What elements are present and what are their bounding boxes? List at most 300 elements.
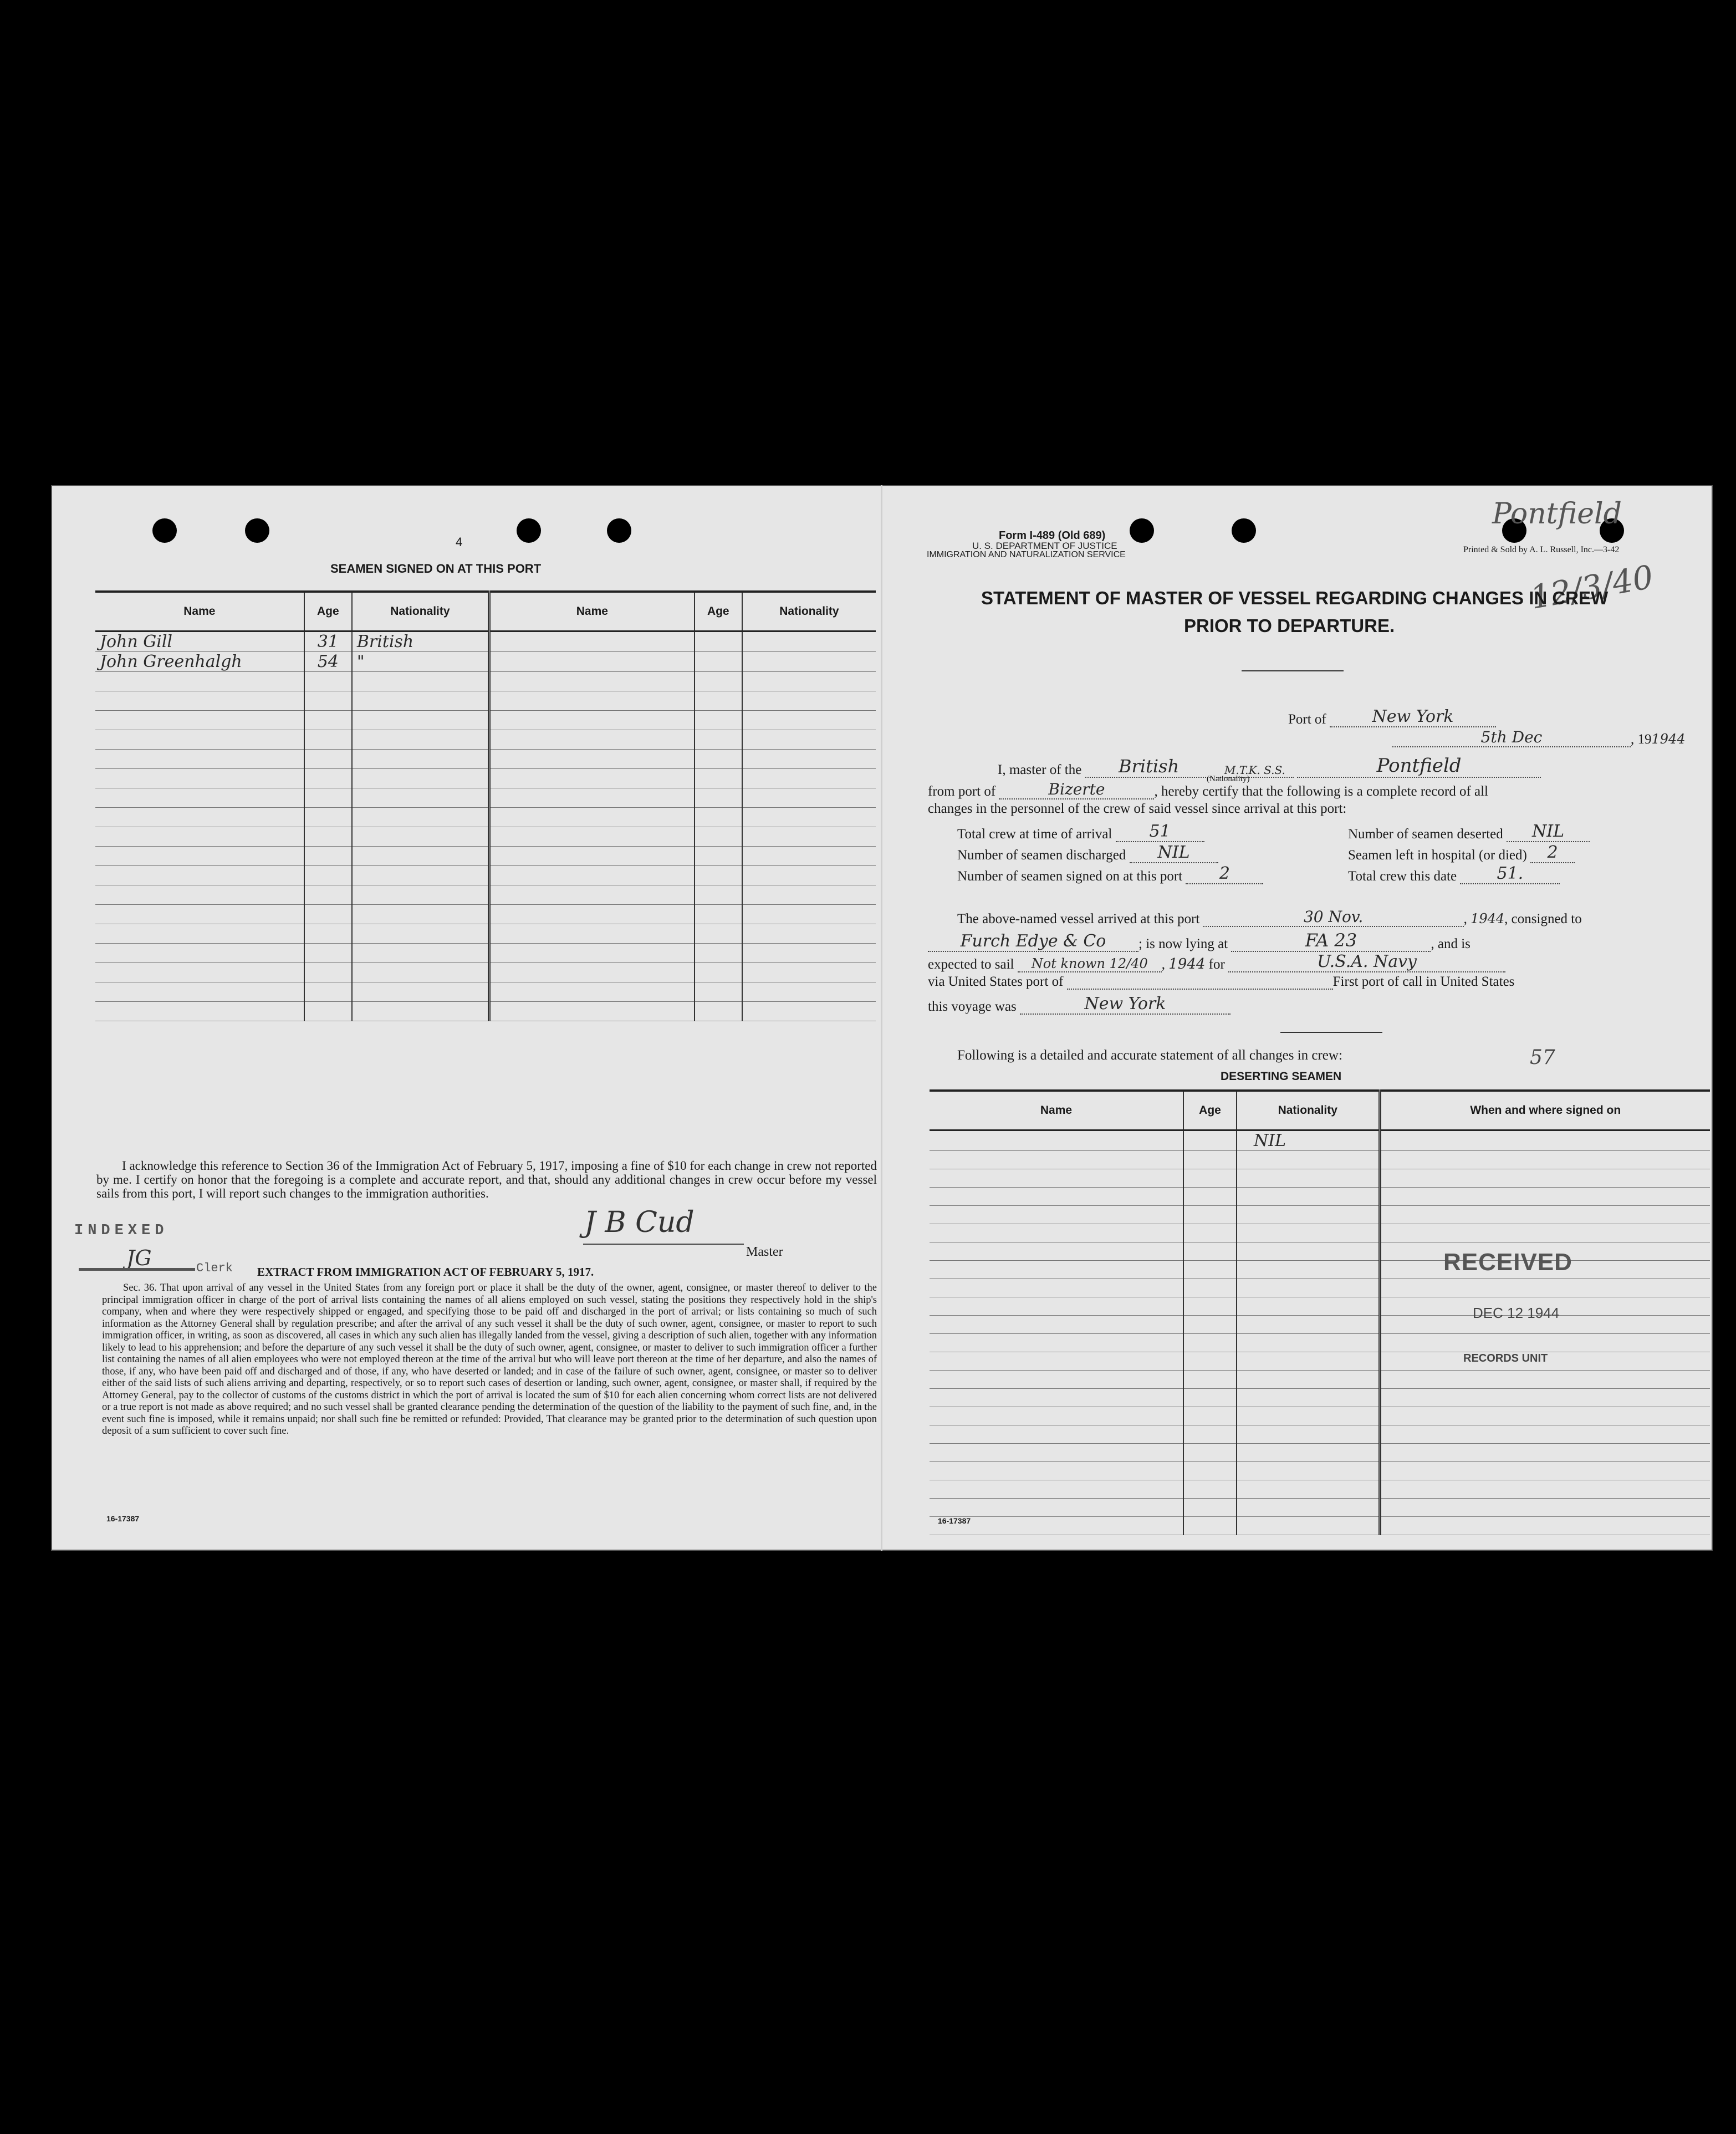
column-header-age: Age bbox=[304, 592, 352, 631]
cell-nationality bbox=[742, 711, 876, 730]
binder-hole bbox=[1130, 518, 1154, 543]
cell-nationality bbox=[1237, 1334, 1380, 1352]
cell-nationality bbox=[1237, 1425, 1380, 1444]
table-row bbox=[95, 808, 876, 827]
column-header-nationality: Nationality bbox=[1237, 1091, 1380, 1130]
binder-hole bbox=[245, 518, 269, 543]
vessel-type: M.T.K. S.S. bbox=[1216, 763, 1294, 778]
first-port-label: First port of call in United States bbox=[1332, 974, 1515, 989]
cell-age bbox=[304, 1002, 352, 1021]
cell-age bbox=[1183, 1297, 1237, 1316]
stat-value: NIL bbox=[1507, 822, 1590, 842]
table-row bbox=[930, 1371, 1710, 1389]
stat-label: Number of seamen discharged bbox=[957, 848, 1126, 863]
stat-deserted bbox=[1348, 822, 1590, 842]
cell-name bbox=[489, 944, 694, 963]
cell-name bbox=[489, 672, 694, 691]
cell-age bbox=[695, 788, 742, 808]
cell-age bbox=[304, 750, 352, 769]
cell-age bbox=[695, 652, 742, 672]
cell-nationality bbox=[742, 924, 876, 944]
this-voyage-label: this voyage was bbox=[928, 999, 1017, 1014]
changes-row: changes in the personnel of the crew of said vessel since arrival at this port: bbox=[928, 801, 1347, 816]
cell-name bbox=[489, 788, 694, 808]
cell-name bbox=[930, 1279, 1183, 1297]
cell-nationality bbox=[1237, 1188, 1380, 1206]
cell-name bbox=[930, 1169, 1183, 1188]
from-port-label: from port of bbox=[928, 784, 996, 799]
cell-nationality bbox=[1237, 1224, 1380, 1242]
cell-signed-on bbox=[1380, 1462, 1710, 1480]
cell-age bbox=[304, 847, 352, 866]
cell-nationality bbox=[1237, 1462, 1380, 1480]
binder-hole bbox=[517, 518, 541, 543]
date-row bbox=[1392, 728, 1686, 747]
cell-nationality bbox=[742, 866, 876, 885]
cell-nationality bbox=[742, 808, 876, 827]
table-row bbox=[95, 691, 876, 711]
cell-name bbox=[489, 1002, 694, 1021]
cell-name bbox=[95, 808, 304, 827]
cell-nationality bbox=[352, 808, 489, 827]
table-row bbox=[95, 982, 876, 1002]
cell-name: John Gill bbox=[95, 631, 304, 652]
table-row bbox=[95, 944, 876, 963]
cell-age bbox=[1183, 1462, 1237, 1480]
deserting-heading: DESERTING SEAMEN bbox=[1221, 1070, 1342, 1083]
cell-signed-on bbox=[1380, 1499, 1710, 1517]
column-header-name: Name bbox=[930, 1091, 1183, 1130]
stat-value: 2 bbox=[1530, 843, 1575, 863]
stat-value: 51 bbox=[1116, 822, 1204, 842]
cell-nationality bbox=[352, 1002, 489, 1021]
cell-nationality bbox=[352, 963, 489, 982]
cell-age bbox=[304, 905, 352, 924]
table-row bbox=[95, 924, 876, 944]
cell-age bbox=[1183, 1261, 1237, 1279]
nationality-value: British bbox=[1085, 756, 1213, 778]
cell-nationality bbox=[1237, 1151, 1380, 1169]
cell-nationality bbox=[742, 847, 876, 866]
cell-nationality bbox=[352, 769, 489, 788]
corner-note-date: 12/3/40 bbox=[1527, 558, 1656, 617]
cell-name bbox=[489, 631, 694, 652]
cell-age bbox=[695, 769, 742, 788]
stat-label: Total crew this date bbox=[1348, 869, 1457, 884]
date-value: 5th Dec bbox=[1392, 728, 1631, 747]
year-value: 1944 bbox=[1651, 731, 1686, 747]
cell-name bbox=[95, 827, 304, 847]
cell-age bbox=[1183, 1407, 1237, 1425]
cell-name bbox=[95, 944, 304, 963]
following-text: Following is a detailed and accurate statement of all changes in crew: bbox=[957, 1048, 1342, 1063]
department-name: U. S. DEPARTMENT OF JUSTICE bbox=[972, 541, 1117, 551]
master-of-row bbox=[998, 755, 1541, 778]
from-port-row bbox=[928, 780, 1488, 799]
table-row bbox=[95, 672, 876, 691]
table-row bbox=[95, 750, 876, 769]
cell-name bbox=[489, 769, 694, 788]
cell-name bbox=[930, 1334, 1183, 1352]
cell-age bbox=[304, 885, 352, 905]
cell-nationality bbox=[742, 750, 876, 769]
expected-label: expected to sail bbox=[928, 957, 1014, 972]
clerk-initials: JG bbox=[126, 1246, 152, 1270]
column-header-name: Name bbox=[95, 592, 304, 631]
table-row bbox=[930, 1297, 1710, 1316]
master-signature: J B Cud bbox=[584, 1206, 695, 1239]
cell-age bbox=[695, 905, 742, 924]
cell-age bbox=[304, 788, 352, 808]
master-label: Master bbox=[746, 1245, 783, 1259]
cell-name bbox=[95, 905, 304, 924]
master-of-label: I, master of the bbox=[998, 762, 1082, 777]
cell-name bbox=[930, 1316, 1183, 1334]
cell-age bbox=[695, 847, 742, 866]
cell-nationality bbox=[352, 982, 489, 1002]
cell-nationality bbox=[352, 866, 489, 885]
cell-nationality bbox=[1237, 1242, 1380, 1261]
cell-nationality bbox=[742, 963, 876, 982]
binder-hole bbox=[607, 518, 631, 543]
cell-age bbox=[695, 691, 742, 711]
cell-nationality bbox=[1237, 1517, 1380, 1535]
cell-signed-on bbox=[1380, 1130, 1710, 1151]
cell-nationality bbox=[352, 788, 489, 808]
cell-name bbox=[95, 982, 304, 1002]
master-signature-line bbox=[583, 1244, 744, 1245]
cell-name bbox=[95, 866, 304, 885]
cell-nationality bbox=[352, 691, 489, 711]
cell-signed-on bbox=[1380, 1371, 1710, 1389]
cell-name bbox=[489, 847, 694, 866]
cell-age bbox=[304, 924, 352, 944]
stat-value: 51. bbox=[1460, 864, 1560, 884]
stat-label: Seamen left in hospital (or died) bbox=[1348, 848, 1527, 863]
cell-age bbox=[304, 944, 352, 963]
cell-name bbox=[95, 711, 304, 730]
cell-name bbox=[489, 866, 694, 885]
lying-value: FA 23 bbox=[1231, 930, 1431, 952]
via-label: via United States port of bbox=[928, 974, 1064, 989]
table-row bbox=[930, 1151, 1710, 1169]
right-footer-code: 16-17387 bbox=[938, 1516, 971, 1525]
cell-name bbox=[930, 1407, 1183, 1425]
cell-age bbox=[304, 963, 352, 982]
cell-nationality: NIL bbox=[1237, 1130, 1380, 1151]
cell-age bbox=[1183, 1334, 1237, 1352]
stat-label: Total crew at time of arrival bbox=[957, 827, 1112, 842]
arrived-year: 1944 bbox=[1471, 911, 1505, 926]
cell-name bbox=[930, 1425, 1183, 1444]
cell-nationality bbox=[1237, 1444, 1380, 1462]
column-header-signed-on: When and where signed on bbox=[1380, 1091, 1710, 1130]
cell-nationality bbox=[742, 652, 876, 672]
cell-signed-on bbox=[1380, 1517, 1710, 1535]
cell-nationality: " bbox=[352, 652, 489, 672]
cell-name bbox=[95, 924, 304, 944]
cell-age bbox=[695, 944, 742, 963]
cell-age bbox=[1183, 1389, 1237, 1407]
indexed-stamp: INDEXED bbox=[74, 1223, 169, 1239]
cell-nationality bbox=[352, 672, 489, 691]
arrived-label: The above-named vessel arrived at this port bbox=[957, 911, 1200, 926]
column-header-age: Age bbox=[695, 592, 742, 631]
cell-name bbox=[489, 905, 694, 924]
cell-age bbox=[1183, 1151, 1237, 1169]
page-fold bbox=[881, 485, 882, 1551]
seamen-signed-on-table bbox=[95, 590, 876, 1021]
cell-signed-on bbox=[1380, 1389, 1710, 1407]
cell-nationality bbox=[742, 885, 876, 905]
cell-name bbox=[930, 1462, 1183, 1480]
cell-name bbox=[95, 788, 304, 808]
extract-heading: EXTRACT FROM IMMIGRATION ACT OF FEBRUARY 5, 1917. bbox=[257, 1265, 594, 1279]
cell-signed-on bbox=[1380, 1425, 1710, 1444]
table-row bbox=[930, 1279, 1710, 1297]
arrived-row: The above-named vessel arrived at this port 30 Nov. , 1944, consigned to bbox=[957, 908, 1582, 926]
cell-nationality bbox=[1237, 1297, 1380, 1316]
table-row bbox=[95, 963, 876, 982]
cell-name bbox=[95, 885, 304, 905]
cell-name bbox=[930, 1206, 1183, 1224]
cell-name: John Greenhalgh bbox=[95, 652, 304, 672]
cell-name bbox=[489, 808, 694, 827]
page-number: 4 bbox=[456, 535, 463, 549]
corner-note-vessel: Pontfield bbox=[1492, 497, 1622, 531]
section-rule bbox=[1280, 1032, 1382, 1033]
table-row bbox=[930, 1462, 1710, 1480]
cell-signed-on bbox=[1380, 1169, 1710, 1188]
cell-name bbox=[930, 1261, 1183, 1279]
cell-signed-on bbox=[1380, 1188, 1710, 1206]
table-row bbox=[930, 1407, 1710, 1425]
cell-signed-on bbox=[1380, 1334, 1710, 1352]
column-header-nationality: Nationality bbox=[352, 592, 489, 631]
cell-nationality bbox=[352, 944, 489, 963]
table-row bbox=[95, 905, 876, 924]
table-row bbox=[930, 1130, 1710, 1151]
cell-age: 31 bbox=[304, 631, 352, 652]
stat-hospital bbox=[1348, 843, 1575, 863]
cell-name bbox=[95, 769, 304, 788]
via-row bbox=[928, 973, 1514, 990]
table-row bbox=[930, 1169, 1710, 1188]
cell-name bbox=[930, 1151, 1183, 1169]
cell-age bbox=[304, 827, 352, 847]
consigned-label: , consigned to bbox=[1504, 911, 1582, 926]
column-header-age: Age bbox=[1183, 1091, 1237, 1130]
deserting-seamen-table bbox=[930, 1089, 1710, 1535]
cell-nationality bbox=[352, 711, 489, 730]
left-page-heading: SEAMEN SIGNED ON AT THIS PORT bbox=[330, 562, 542, 575]
cell-nationality bbox=[742, 672, 876, 691]
cell-name bbox=[95, 963, 304, 982]
expected-year: 1944 bbox=[1168, 956, 1206, 972]
cell-age bbox=[1183, 1371, 1237, 1389]
cell-name bbox=[930, 1297, 1183, 1316]
cell-age bbox=[695, 827, 742, 847]
expected-value: Not known 12/40 bbox=[1018, 956, 1162, 972]
table-row bbox=[930, 1517, 1710, 1535]
cell-name bbox=[489, 691, 694, 711]
cell-nationality bbox=[352, 827, 489, 847]
cell-nationality bbox=[742, 691, 876, 711]
form-id: Form I-489 (Old 689) bbox=[999, 529, 1106, 542]
cell-age bbox=[1183, 1517, 1237, 1535]
from-port-value: Bizerte bbox=[999, 780, 1154, 799]
cell-age bbox=[695, 711, 742, 730]
table-row bbox=[95, 847, 876, 866]
cell-nationality bbox=[1237, 1480, 1380, 1499]
lying-label: ; is now lying at bbox=[1138, 936, 1228, 951]
cell-nationality bbox=[742, 1002, 876, 1021]
stat-value: NIL bbox=[1130, 843, 1218, 863]
cell-nationality bbox=[742, 769, 876, 788]
stat-total-crew-arrival bbox=[957, 822, 1204, 842]
cell-name bbox=[930, 1499, 1183, 1517]
stat-signed-on bbox=[957, 864, 1263, 884]
cell-age bbox=[304, 866, 352, 885]
table-row bbox=[95, 769, 876, 788]
cell-signed-on bbox=[1380, 1206, 1710, 1224]
cell-age bbox=[695, 885, 742, 905]
cell-name bbox=[489, 730, 694, 750]
cell-signed-on bbox=[1380, 1151, 1710, 1169]
cell-name bbox=[489, 963, 694, 982]
for-label: for bbox=[1208, 957, 1225, 972]
form-title-line1: STATEMENT OF MASTER OF VESSEL REGARDING CHANGES IN CREW bbox=[981, 588, 1609, 608]
received-stamp: RECEIVED bbox=[1443, 1249, 1572, 1276]
cell-signed-on bbox=[1380, 1444, 1710, 1462]
via-value bbox=[1067, 973, 1333, 990]
table-row bbox=[930, 1188, 1710, 1206]
column-header-name: Name bbox=[489, 592, 694, 631]
cell-signed-on bbox=[1380, 1279, 1710, 1297]
cell-nationality bbox=[742, 631, 876, 652]
cell-name bbox=[95, 750, 304, 769]
table-row bbox=[95, 730, 876, 750]
cell-name bbox=[930, 1224, 1183, 1242]
cell-age bbox=[1183, 1279, 1237, 1297]
cell-signed-on bbox=[1380, 1407, 1710, 1425]
cell-nationality bbox=[742, 982, 876, 1002]
consignee-row bbox=[928, 930, 1471, 952]
records-unit-stamp: RECORDS UNIT bbox=[1463, 1352, 1548, 1364]
cell-age bbox=[1183, 1480, 1237, 1499]
cell-name bbox=[95, 672, 304, 691]
cell-nationality bbox=[352, 924, 489, 944]
certify-text: , hereby certify that the following is a complete record of all bbox=[1154, 784, 1489, 799]
cell-name bbox=[489, 711, 694, 730]
cell-name bbox=[930, 1352, 1183, 1371]
clerk-label: Clerk bbox=[196, 1261, 233, 1275]
cell-nationality bbox=[1237, 1389, 1380, 1407]
table-row bbox=[95, 827, 876, 847]
table-row bbox=[930, 1499, 1710, 1517]
cell-name bbox=[930, 1389, 1183, 1407]
cell-age bbox=[1183, 1224, 1237, 1242]
service-name: IMMIGRATION AND NATURALIZATION SERVICE bbox=[927, 550, 1126, 559]
cell-age bbox=[1183, 1169, 1237, 1188]
cell-nationality bbox=[1237, 1279, 1380, 1297]
cell-nationality bbox=[352, 905, 489, 924]
cell-signed-on bbox=[1380, 1224, 1710, 1242]
table-row bbox=[95, 1002, 876, 1021]
this-voyage-row bbox=[928, 994, 1230, 1015]
extract-text: Sec. 36. That upon arrival of any vessel in the United States from any foreign port or place it shall be the duty of the owner, agent, consignee, or master thereof to deliver to the principal immigration officer in charge of the port of arrival lists containing the names of all aliens employed on such vessel, stating the positions they respectively hold in the ship's company, when and where they were respectively shipped or engaged, and specifying those to be paid off and discharged in the port of arrival; or lists containing so much of such information as the Attorney General shall by regulation prescribe; and after the arrival of any such vessel it shall be the duty of such owner, agent, consignee, or master to report to such immigration officer, in writing, as soon as discovered, all cases in which any such alien has illegally landed from the vessel, giving a description of such alien, together with any information likely to lead to his apprehension; and before the departure of any such vessel it shall be the duty of such owner, agent, consignee, or master to deliver to such immigration officer a further list containing the names of all alien employees who were not employed thereon at the time of the arrival but who will leave port thereon at the time of her departure, and also the names of those, if any, who have been paid off and discharged and of those, if any, who have deserted or landed; and in case of the failure of such owner, agent, consignee, or master so to deliver either of the said lists of such aliens arriving and departing, respectively, or so to report such cases of desertion or landing, such owner, agent, consignee, or master shall, if required by the Attorney General, pay to the collector of customs of the customs district in which the port of arrival is located the sum of $10 for each alien concerning whom correct lists are not delivered or a true report is not made as above required; and no such vessel shall be granted clearance pending the determination of the question of the liability to the payment of such fine, and, in the event such fine is imposed, while it remains unpaid; nor shall such fine be remitted or refunded: Provided, That clearance may be granted prior to the determination of such question upon deposit of a sum sufficient to cover such fine. bbox=[102, 1282, 877, 1437]
cell-age bbox=[695, 631, 742, 652]
cell-age bbox=[304, 711, 352, 730]
cell-nationality bbox=[742, 944, 876, 963]
cell-name bbox=[489, 652, 694, 672]
binder-hole bbox=[1232, 518, 1256, 543]
stat-label: Number of seamen signed on at this port bbox=[957, 869, 1183, 884]
column-header-nationality: Nationality bbox=[742, 592, 876, 631]
cell-name bbox=[930, 1371, 1183, 1389]
stat-discharged bbox=[957, 843, 1218, 863]
cell-nationality bbox=[742, 730, 876, 750]
cell-age bbox=[304, 672, 352, 691]
left-footer-code: 16-17387 bbox=[106, 1514, 140, 1523]
cell-age bbox=[1183, 1130, 1237, 1151]
cell-name bbox=[95, 1002, 304, 1021]
cell-nationality bbox=[1237, 1407, 1380, 1425]
table-row bbox=[930, 1480, 1710, 1499]
cell-name bbox=[95, 691, 304, 711]
cell-age bbox=[304, 691, 352, 711]
table-header-row bbox=[930, 1091, 1710, 1130]
table-row bbox=[930, 1352, 1710, 1371]
cell-age bbox=[1183, 1188, 1237, 1206]
cell-age bbox=[304, 982, 352, 1002]
expected-row: expected to sail Not known 12/40 , 1944 for U.S.A. Navy bbox=[928, 952, 1505, 972]
stat-label: Number of seamen deserted bbox=[1348, 827, 1503, 842]
cell-age bbox=[695, 730, 742, 750]
table-row bbox=[930, 1316, 1710, 1334]
cell-age bbox=[695, 963, 742, 982]
cell-name bbox=[95, 847, 304, 866]
cell-name bbox=[489, 750, 694, 769]
for-value: U.S.A. Navy bbox=[1228, 952, 1505, 972]
form-sheet bbox=[51, 485, 1713, 1551]
table-row bbox=[95, 631, 876, 652]
printer-note: Printed & Sold by A. L. Russell, Inc.—3-42 bbox=[1463, 545, 1620, 554]
table-row bbox=[95, 711, 876, 730]
table-row bbox=[930, 1224, 1710, 1242]
cell-nationality bbox=[1237, 1371, 1380, 1389]
table-row bbox=[95, 652, 876, 672]
port-row bbox=[1288, 707, 1496, 727]
cell-age bbox=[1183, 1444, 1237, 1462]
consignee-value: Furch Edye & Co bbox=[928, 931, 1138, 952]
table-row bbox=[95, 788, 876, 808]
cell-age bbox=[1183, 1316, 1237, 1334]
cell-age bbox=[1183, 1499, 1237, 1517]
cell-name bbox=[930, 1242, 1183, 1261]
cell-nationality bbox=[742, 905, 876, 924]
cell-age bbox=[695, 866, 742, 885]
cell-name bbox=[489, 827, 694, 847]
table-row bbox=[930, 1444, 1710, 1462]
arrived-value: 30 Nov. bbox=[1203, 908, 1464, 927]
title-rule bbox=[1242, 670, 1344, 671]
table-row bbox=[930, 1389, 1710, 1407]
port-value: New York bbox=[1330, 707, 1496, 727]
cell-nationality bbox=[352, 730, 489, 750]
cell-nationality bbox=[742, 827, 876, 847]
cell-nationality: British bbox=[352, 631, 489, 652]
